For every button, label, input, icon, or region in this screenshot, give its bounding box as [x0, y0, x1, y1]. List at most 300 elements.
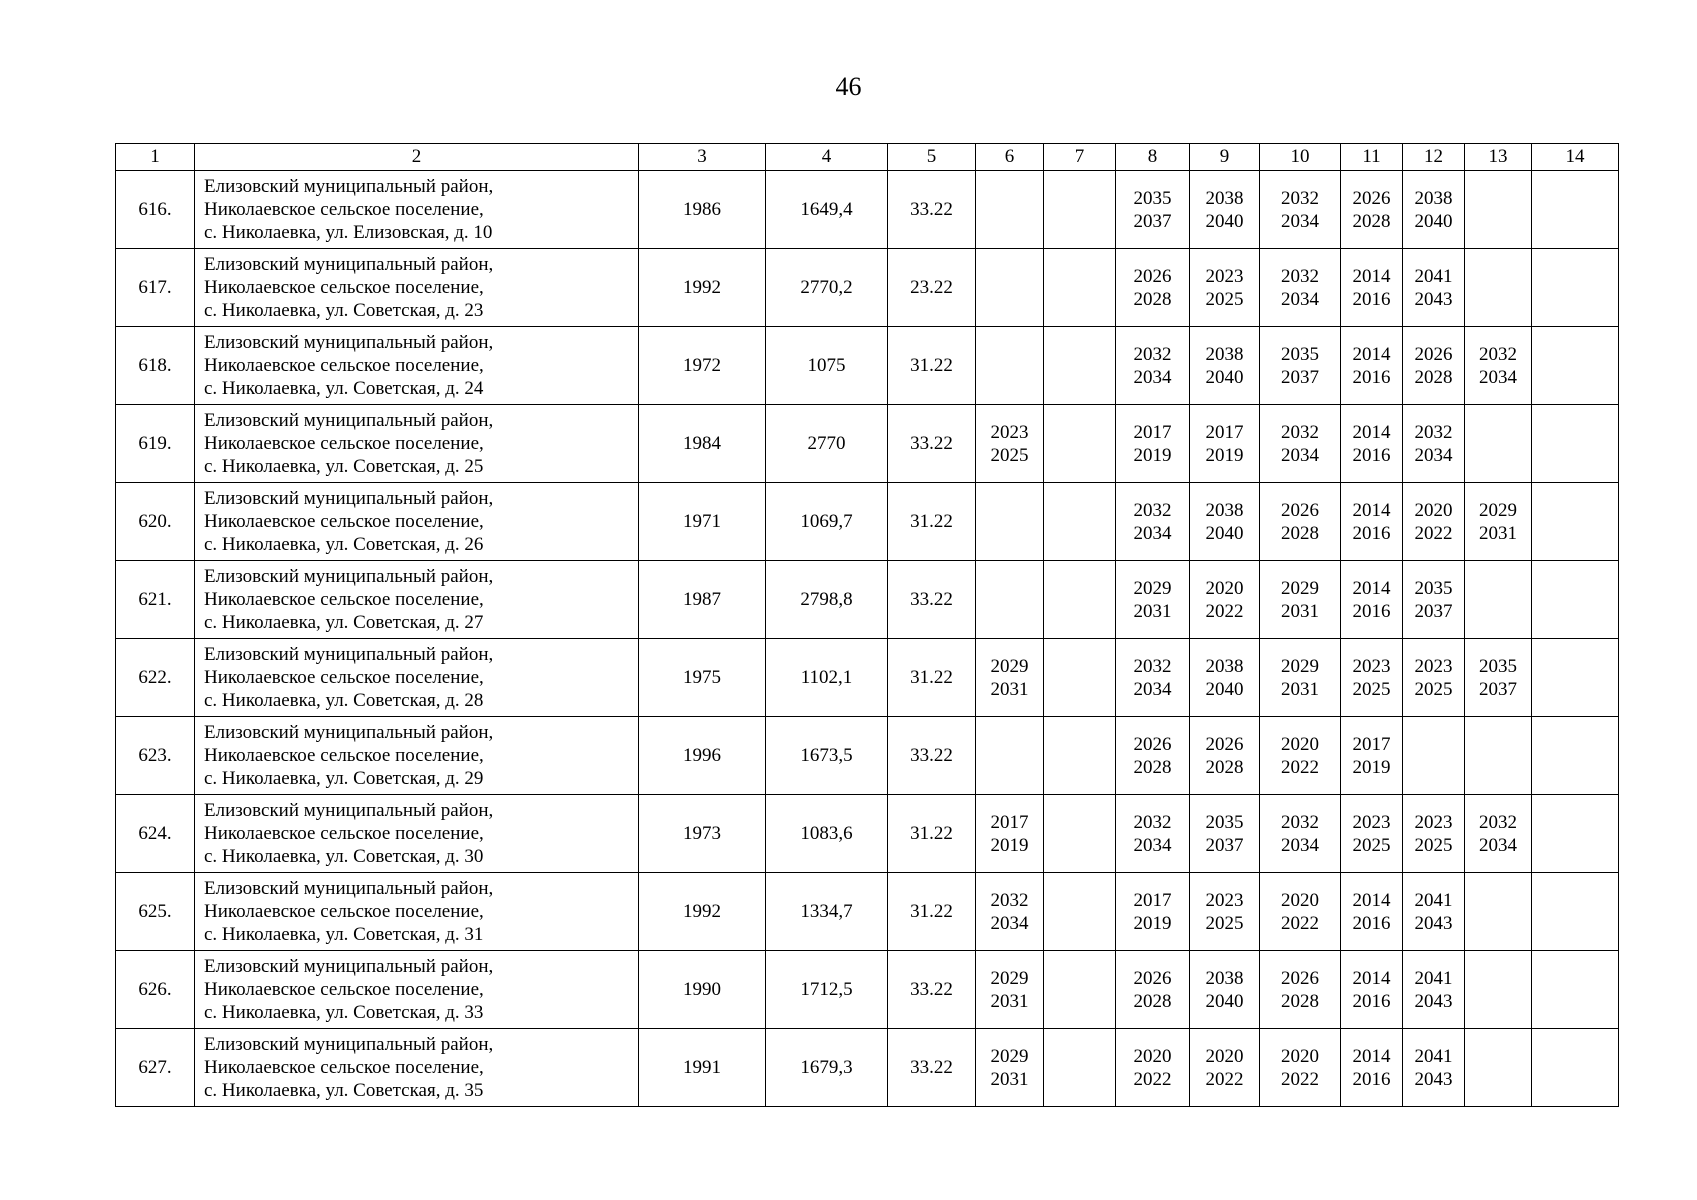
- row-number: 627.: [116, 1029, 195, 1107]
- period-cell: [1532, 327, 1619, 405]
- column-header: 7: [1044, 144, 1116, 171]
- period-cell: [1532, 249, 1619, 327]
- period-year: 2034: [1414, 444, 1453, 466]
- period-cell: [1403, 795, 1465, 873]
- period-cell: [1532, 795, 1619, 873]
- period-year: 2031: [990, 1068, 1029, 1090]
- period-year: 2025: [1352, 678, 1391, 700]
- address-line: с. Николаевка, ул. Советская, д. 27: [204, 612, 484, 633]
- period-year: 2014: [1352, 499, 1391, 521]
- address-line: Елизовский муниципальный район,: [204, 800, 494, 821]
- period-year: 2032: [1479, 343, 1517, 365]
- period-year: 2038: [1205, 655, 1244, 677]
- code-cell: 31.22: [888, 327, 976, 405]
- area-cell: 1712,5: [766, 951, 888, 1029]
- address-line: с. Николаевка, ул. Советская, д. 33: [204, 1002, 484, 1023]
- period-year: 2034: [1479, 366, 1517, 388]
- period-cell: [1403, 873, 1465, 951]
- period-year: 2040: [1205, 210, 1244, 232]
- period-cell: [1044, 405, 1116, 483]
- period-year: 2025: [1352, 834, 1391, 856]
- register-table: [115, 143, 1619, 1107]
- address-line: Николаевское сельское поселение,: [204, 979, 484, 1000]
- period-year: 2040: [1205, 990, 1244, 1012]
- period-cell: [1532, 1029, 1619, 1107]
- code-cell: 33.22: [888, 1029, 976, 1107]
- period-year: 2035: [1281, 343, 1319, 365]
- period-cell: [1532, 483, 1619, 561]
- period-year: 2043: [1414, 288, 1453, 310]
- period-cell: [976, 951, 1044, 1029]
- column-header: 12: [1403, 144, 1465, 171]
- column-header: 8: [1116, 144, 1190, 171]
- period-cell: [1465, 561, 1532, 639]
- period-year: 2037: [1479, 678, 1517, 700]
- period-year: 2031: [990, 678, 1029, 700]
- period-cell: [1532, 717, 1619, 795]
- period-year: 2038: [1205, 343, 1244, 365]
- period-cell: [1116, 795, 1190, 873]
- period-cell: [976, 327, 1044, 405]
- period-cell: [1044, 561, 1116, 639]
- period-year: 2029: [990, 967, 1029, 989]
- area-cell: 2770,2: [766, 249, 888, 327]
- period-cell: [1260, 405, 1341, 483]
- period-cell: [1465, 249, 1532, 327]
- column-header: 11: [1341, 144, 1403, 171]
- address-cell: [195, 327, 639, 405]
- year-cell: 1990: [639, 951, 766, 1029]
- period-year: 2016: [1352, 444, 1391, 466]
- column-header: 2: [195, 144, 639, 171]
- period-year: 2029: [1281, 655, 1319, 677]
- period-cell: [1465, 327, 1532, 405]
- header-row: [116, 144, 1619, 171]
- period-year: 2014: [1352, 421, 1391, 443]
- period-cell: [1465, 405, 1532, 483]
- table-row: [116, 327, 1619, 405]
- column-header: 10: [1260, 144, 1341, 171]
- code-cell: 31.22: [888, 483, 976, 561]
- code-cell: 31.22: [888, 795, 976, 873]
- period-cell: [976, 561, 1044, 639]
- period-cell: [1260, 639, 1341, 717]
- period-cell: [1403, 951, 1465, 1029]
- year-cell: 1986: [639, 171, 766, 249]
- period-cell: [1044, 795, 1116, 873]
- column-header: 6: [976, 144, 1044, 171]
- period-year: 2014: [1352, 1045, 1391, 1067]
- period-year: 2019: [1352, 756, 1391, 778]
- year-cell: 1975: [639, 639, 766, 717]
- period-year: 2034: [1479, 834, 1517, 856]
- address-line: Елизовский муниципальный район,: [204, 488, 494, 509]
- period-year: 2038: [1205, 187, 1244, 209]
- period-year: 2022: [1281, 756, 1319, 778]
- address-line: Николаевское сельское поселение,: [204, 667, 484, 688]
- period-year: 2031: [1281, 678, 1319, 700]
- area-cell: 1673,5: [766, 717, 888, 795]
- period-cell: [976, 483, 1044, 561]
- year-cell: 1973: [639, 795, 766, 873]
- table-row: [116, 405, 1619, 483]
- period-year: 2014: [1352, 889, 1391, 911]
- address-cell: [195, 795, 639, 873]
- period-cell: [1044, 717, 1116, 795]
- table-row: [116, 639, 1619, 717]
- address-cell: [195, 1029, 639, 1107]
- period-year: 2025: [1205, 912, 1244, 934]
- period-year: 2043: [1414, 1068, 1453, 1090]
- column-header: 13: [1465, 144, 1532, 171]
- period-year: 2022: [1205, 1068, 1244, 1090]
- address-cell: [195, 561, 639, 639]
- period-year: 2035: [1133, 187, 1172, 209]
- column-header: 1: [116, 144, 195, 171]
- period-year: 2026: [1133, 733, 1172, 755]
- period-year: 2032: [1133, 655, 1172, 677]
- period-cell: [1403, 561, 1465, 639]
- period-year: 2020: [1281, 733, 1319, 755]
- period-year: 2020: [1133, 1045, 1172, 1067]
- period-cell: [1532, 951, 1619, 1029]
- period-year: 2026: [1414, 343, 1453, 365]
- period-cell: [1044, 1029, 1116, 1107]
- period-year: 2031: [1133, 600, 1172, 622]
- row-number: 626.: [116, 951, 195, 1029]
- period-year: 2016: [1352, 522, 1391, 544]
- address-cell: [195, 639, 639, 717]
- period-cell: [1260, 483, 1341, 561]
- address-line: Николаевское сельское поселение,: [204, 355, 484, 376]
- period-cell: [1116, 483, 1190, 561]
- period-cell: [1403, 327, 1465, 405]
- period-cell: [1403, 483, 1465, 561]
- address-line: Елизовский муниципальный район,: [204, 176, 494, 197]
- table-row: [116, 171, 1619, 249]
- period-year: 2017: [990, 811, 1029, 833]
- period-year: 2017: [1133, 421, 1172, 443]
- row-number: 616.: [116, 171, 195, 249]
- address-cell: [195, 717, 639, 795]
- period-cell: [1116, 873, 1190, 951]
- period-cell: [1341, 795, 1403, 873]
- period-year: 2019: [1133, 444, 1172, 466]
- period-year: 2019: [1205, 444, 1244, 466]
- period-year: 2028: [1205, 756, 1244, 778]
- period-year: 2028: [1281, 990, 1319, 1012]
- period-cell: [1190, 405, 1260, 483]
- period-cell: [1190, 1029, 1260, 1107]
- period-year: 2016: [1352, 366, 1391, 388]
- period-year: 2041: [1414, 889, 1453, 911]
- table-row: [116, 483, 1619, 561]
- period-year: 2020: [1205, 1045, 1244, 1067]
- period-year: 2023: [1205, 265, 1244, 287]
- address-line: с. Николаевка, ул. Советская, д. 35: [204, 1080, 484, 1101]
- period-year: 2040: [1414, 210, 1453, 232]
- period-cell: [976, 873, 1044, 951]
- period-year: 2029: [990, 1045, 1029, 1067]
- period-year: 2032: [1281, 265, 1319, 287]
- period-year: 2032: [1133, 499, 1172, 521]
- column-header: 5: [888, 144, 976, 171]
- period-cell: [1260, 717, 1341, 795]
- period-cell: [1190, 951, 1260, 1029]
- period-cell: [976, 1029, 1044, 1107]
- period-cell: [1341, 717, 1403, 795]
- table-row: [116, 795, 1619, 873]
- period-cell: [1190, 639, 1260, 717]
- period-cell: [1190, 249, 1260, 327]
- address-line: с. Николаевка, ул. Советская, д. 31: [204, 924, 484, 945]
- area-cell: 2770: [766, 405, 888, 483]
- period-cell: [1044, 951, 1116, 1029]
- period-year: 2022: [1281, 912, 1319, 934]
- area-cell: 1075: [766, 327, 888, 405]
- address-line: Николаевское сельское поселение,: [204, 511, 484, 532]
- period-cell: [1190, 327, 1260, 405]
- period-year: 2014: [1352, 577, 1391, 599]
- period-cell: [1116, 171, 1190, 249]
- period-year: 2043: [1414, 912, 1453, 934]
- period-year: 2038: [1205, 967, 1244, 989]
- table-row: [116, 1029, 1619, 1107]
- period-year: 2028: [1133, 756, 1172, 778]
- period-year: 2040: [1205, 522, 1244, 544]
- period-year: 2034: [1281, 210, 1319, 232]
- address-line: Елизовский муниципальный район,: [204, 722, 494, 743]
- period-year: 2029: [1133, 577, 1172, 599]
- period-cell: [1403, 405, 1465, 483]
- table-row: [116, 873, 1619, 951]
- period-year: 2026: [1205, 733, 1244, 755]
- period-cell: [1116, 405, 1190, 483]
- table-row: [116, 561, 1619, 639]
- period-cell: [1044, 249, 1116, 327]
- period-cell: [1116, 1029, 1190, 1107]
- period-cell: [1532, 561, 1619, 639]
- period-year: 2034: [1281, 444, 1319, 466]
- period-year: 2017: [1133, 889, 1172, 911]
- year-cell: 1991: [639, 1029, 766, 1107]
- period-year: 2022: [1133, 1068, 1172, 1090]
- period-cell: [1190, 483, 1260, 561]
- period-year: 2019: [990, 834, 1029, 856]
- period-cell: [1260, 951, 1341, 1029]
- year-cell: 1992: [639, 249, 766, 327]
- period-year: 2032: [1414, 421, 1453, 443]
- period-year: 2016: [1352, 990, 1391, 1012]
- period-cell: [1116, 717, 1190, 795]
- period-cell: [1190, 171, 1260, 249]
- address-line: с. Николаевка, ул. Советская, д. 24: [204, 378, 484, 399]
- address-line: с. Николаевка, ул. Советская, д. 28: [204, 690, 484, 711]
- period-year: 2023: [1414, 811, 1453, 833]
- period-cell: [1116, 639, 1190, 717]
- period-year: 2035: [1479, 655, 1517, 677]
- period-cell: [1341, 249, 1403, 327]
- row-number: 623.: [116, 717, 195, 795]
- period-year: 2016: [1352, 288, 1391, 310]
- period-cell: [976, 639, 1044, 717]
- period-year: 2034: [1133, 678, 1172, 700]
- row-number: 619.: [116, 405, 195, 483]
- code-cell: 33.22: [888, 717, 976, 795]
- period-cell: [1465, 1029, 1532, 1107]
- period-cell: [1260, 171, 1341, 249]
- column-header: 4: [766, 144, 888, 171]
- period-year: 2041: [1414, 967, 1453, 989]
- table-row: [116, 951, 1619, 1029]
- period-year: 2034: [1281, 834, 1319, 856]
- code-cell: 33.22: [888, 171, 976, 249]
- period-cell: [976, 405, 1044, 483]
- period-year: 2028: [1414, 366, 1453, 388]
- period-cell: [1044, 327, 1116, 405]
- period-year: 2037: [1205, 834, 1244, 856]
- period-cell: [1403, 171, 1465, 249]
- period-year: 2034: [1133, 366, 1172, 388]
- period-year: 2043: [1414, 990, 1453, 1012]
- period-year: 2022: [1281, 1068, 1319, 1090]
- address-cell: [195, 405, 639, 483]
- period-year: 2023: [1352, 811, 1391, 833]
- code-cell: 33.22: [888, 951, 976, 1029]
- period-year: 2034: [1133, 834, 1172, 856]
- period-year: 2028: [1352, 210, 1391, 232]
- row-number: 618.: [116, 327, 195, 405]
- address-cell: [195, 483, 639, 561]
- period-cell: [1532, 873, 1619, 951]
- period-cell: [1044, 873, 1116, 951]
- period-cell: [976, 171, 1044, 249]
- period-year: 2020: [1414, 499, 1453, 521]
- address-line: Елизовский муниципальный район,: [204, 254, 494, 275]
- period-year: 2020: [1281, 889, 1319, 911]
- period-cell: [1403, 1029, 1465, 1107]
- row-number: 625.: [116, 873, 195, 951]
- period-year: 2025: [1414, 678, 1453, 700]
- period-cell: [1341, 951, 1403, 1029]
- period-cell: [1403, 717, 1465, 795]
- period-cell: [1341, 171, 1403, 249]
- period-cell: [1465, 795, 1532, 873]
- period-cell: [1532, 171, 1619, 249]
- address-line: Елизовский муниципальный район,: [204, 878, 494, 899]
- period-year: 2025: [1414, 834, 1453, 856]
- period-cell: [1403, 249, 1465, 327]
- year-cell: 1984: [639, 405, 766, 483]
- table-row: [116, 717, 1619, 795]
- period-cell: [1260, 249, 1341, 327]
- area-cell: 2798,8: [766, 561, 888, 639]
- period-year: 2028: [1133, 990, 1172, 1012]
- period-cell: [1341, 639, 1403, 717]
- period-year: 2032: [990, 889, 1029, 911]
- period-year: 2032: [1281, 187, 1319, 209]
- period-year: 2026: [1133, 967, 1172, 989]
- period-cell: [1341, 1029, 1403, 1107]
- period-year: 2028: [1281, 522, 1319, 544]
- year-cell: 1996: [639, 717, 766, 795]
- period-year: 2022: [1414, 522, 1453, 544]
- area-cell: 1102,1: [766, 639, 888, 717]
- address-line: Николаевское сельское поселение,: [204, 745, 484, 766]
- address-line: с. Николаевка, ул. Советская, д. 25: [204, 456, 484, 477]
- code-cell: 23.22: [888, 249, 976, 327]
- period-year: 2025: [1205, 288, 1244, 310]
- address-line: Елизовский муниципальный район,: [204, 644, 494, 665]
- period-year: 2032: [1133, 811, 1172, 833]
- address-line: Николаевское сельское поселение,: [204, 433, 484, 454]
- period-year: 2026: [1281, 499, 1319, 521]
- period-year: 2014: [1352, 967, 1391, 989]
- row-number: 622.: [116, 639, 195, 717]
- period-cell: [976, 795, 1044, 873]
- address-line: Елизовский муниципальный район,: [204, 956, 494, 977]
- period-year: 2031: [1479, 522, 1517, 544]
- period-year: 2023: [1414, 655, 1453, 677]
- period-cell: [1190, 561, 1260, 639]
- period-cell: [1190, 873, 1260, 951]
- period-cell: [1044, 483, 1116, 561]
- area-cell: 1069,7: [766, 483, 888, 561]
- period-year: 2017: [1205, 421, 1244, 443]
- period-year: 2020: [1281, 1045, 1319, 1067]
- period-year: 2019: [1133, 912, 1172, 934]
- period-year: 2034: [990, 912, 1029, 934]
- period-year: 2029: [1281, 577, 1319, 599]
- address-line: с. Николаевка, ул. Советская, д. 29: [204, 768, 484, 789]
- period-year: 2032: [1281, 811, 1319, 833]
- code-cell: 31.22: [888, 639, 976, 717]
- period-cell: [1341, 327, 1403, 405]
- period-year: 2041: [1414, 1045, 1453, 1067]
- period-cell: [1260, 1029, 1341, 1107]
- column-header: 14: [1532, 144, 1619, 171]
- period-year: 2017: [1352, 733, 1391, 755]
- area-cell: 1083,6: [766, 795, 888, 873]
- period-cell: [1341, 405, 1403, 483]
- period-cell: [1116, 327, 1190, 405]
- period-cell: [1116, 249, 1190, 327]
- period-cell: [1341, 483, 1403, 561]
- row-number: 624.: [116, 795, 195, 873]
- period-year: 2029: [1479, 499, 1517, 521]
- period-year: 2014: [1352, 343, 1391, 365]
- period-cell: [1260, 873, 1341, 951]
- address-line: с. Николаевка, ул. Советская, д. 23: [204, 300, 484, 321]
- period-year: 2023: [1352, 655, 1391, 677]
- period-year: 2031: [990, 990, 1029, 1012]
- period-year: 2022: [1205, 600, 1244, 622]
- period-cell: [1341, 561, 1403, 639]
- period-year: 2038: [1414, 187, 1453, 209]
- address-line: с. Николаевка, ул. Советская, д. 26: [204, 534, 484, 555]
- period-cell: [976, 717, 1044, 795]
- code-cell: 31.22: [888, 873, 976, 951]
- period-year: 2032: [1281, 421, 1319, 443]
- period-cell: [1260, 561, 1341, 639]
- code-cell: 33.22: [888, 405, 976, 483]
- period-year: 2016: [1352, 600, 1391, 622]
- period-year: 2028: [1133, 288, 1172, 310]
- period-year: 2032: [1133, 343, 1172, 365]
- address-line: Николаевское сельское поселение,: [204, 277, 484, 298]
- address-line: Елизовский муниципальный район,: [204, 410, 494, 431]
- table-row: [116, 249, 1619, 327]
